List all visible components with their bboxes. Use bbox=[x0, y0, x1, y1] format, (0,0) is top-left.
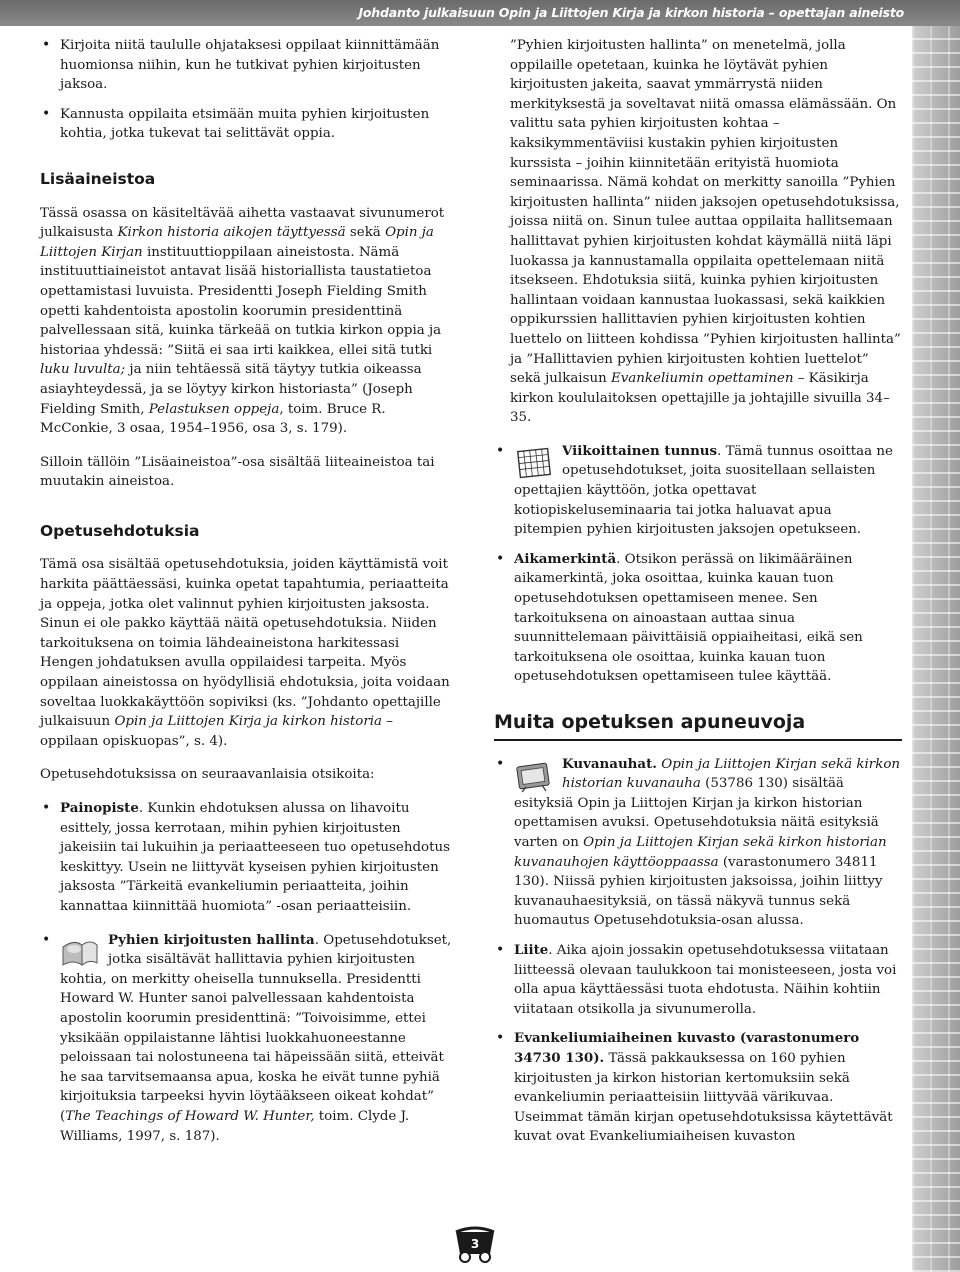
paragraph: Opetusehdotuksissa on seuraavanlaisia otsikoita: bbox=[40, 767, 375, 783]
filmstrip-icon bbox=[514, 757, 554, 793]
scripture-mastery-icon bbox=[60, 933, 100, 969]
list-item-liite: • Liite. Aika ajoin jossakin opetusehdotuksessa viitataan liitteessä olevaan taulukkoon tai monisteeseen, josta voi olla apua käyttäessäsi tuota ehdotusta. Näihin kohtiin viitataan otsikolla ja sivunumerolla. bbox=[494, 941, 902, 1019]
list-item-kuvanauhat: • Kuvanauhat. Opin ja Liittojen Kirjan sekä kirkon historian kuvanauha (53786 130) sisältää esityksiä Opin ja Liittojen Kirjan ja kirkon historian opettamisen avuksi. Opetusehdotuksia näitä esityksiä varten on Opin ja Liittojen Kirjan sekä kirkon historian kuvanauhojen käyttöoppaassa (varastonumero 34811 130). Niissä pyhien kirjoitusten jaksoissa, joihin liittyy kuvanauhaesityksiä, on tässä näkyvä tunnus sekä huomautus Opetusehdotuksia-osan alussa. bbox=[494, 755, 902, 931]
section-heading-lisaaineistoa: Lisäaineistoa bbox=[40, 169, 156, 188]
list-item-evankeliumiaiheinen: • Evankeliumiaiheinen kuvasto (varastonumero 34730 130). Tässä pakkauksessa on 160 pyhien kirjoitusten ja kirkon historian kertomuksiin sekä evankeliumin periaatteisiin liittyvää värikuvaa. Useimmat tämän kirjan opetusehdotuksissa käytettävät kuvat ovat Evankeliumiaiheisen kuvaston bbox=[494, 1029, 902, 1147]
paragraph: ”Pyhien kirjoitusten hallinta” on menetelmä, jolla oppilaille opetetaan, kuinka he löytävät pyhien kirjoitusten jakeita, saavat ymmärrystä niiden merkityksestä ja soveltavat niitä omassa elämässään. On valittu sata pyhien kirjoitusten kohtaa – kaksikymmentäviisi kustakin pyhien kirjoitusten kurssista – joihin kiinnitetään erityistä huomiota seminaarissa. Nämä kohdat on merkitty sanoilla ”Pyhien kirjoitusten hallinta” niiden jaksojen opetusehdotuksissa, joissa niitä on. Sinun tulee auttaa oppilaita hallitsemaan hallittavat pyhien kirjoitusten kohdat käymällä niitä läpi luokassa ja kannustamalla oppilaita opettelemaan niitä itsekseen. Ehdotuksia siitä, kuinka pyhien kirjoitusten hallintaan voidaan kannustaa luokassasi, sekä kaikkien oppikurssien hallittavien pyhien kirjoitusten kohtien luettelo on liitteen kohdissa ”Pyhien kirjoitusten hallinta” ja ”Hallittavien pyhien kirjoitusten kohtien luettelot” sekä julkaisun Evankeliumin opettaminen – Käsikirja kirkon koululaitoksen opettajille ja johtajille sivuilla 34–35. bbox=[510, 38, 901, 426]
marker-list bbox=[494, 442, 902, 687]
intro-bullet-list bbox=[40, 36, 452, 144]
heading-types-list bbox=[40, 799, 452, 1146]
decorative-stone-edge bbox=[912, 26, 960, 1272]
page-number-badge bbox=[452, 1226, 498, 1264]
weekly-calendar-icon bbox=[514, 444, 554, 480]
aids-list bbox=[494, 755, 902, 1147]
running-header: Johdanto julkaisuun Opin ja Liittojen Kirja ja kirkon historia – opettajan aineisto bbox=[0, 0, 960, 26]
section-heading-muita: Muita opetuksen apuneuvoja bbox=[494, 713, 902, 741]
section-heading-opetusehdotuksia: Opetusehdotuksia bbox=[40, 521, 200, 540]
right-column bbox=[494, 36, 902, 1157]
list-item-painopiste: • Painopiste. Kunkin ehdotuksen alussa on lihavoitu esittely, jossa kerrotaan, mihin pyhien kirjoitusten jakeisiin tai lukuihin ja periaatteeseen tuo opetusehdotus keskittyy. Usein ne liittyvät kyseisen pyhien kirjoitusten jaksosta ”Tärkeitä evankeliumin periaatteita, joihin kannattaa kiinnittää huomiota” -osan periaatteisiin. bbox=[40, 799, 452, 917]
list-item-hallinta: • Pyhien kirjoitusten hallinta. Opetusehdotukset, jotka sisältävät hallittavia pyhien kirjoitusten kohtia, on merkitty oheisella tunnuksella. Presidentti Howard W. Hunter sanoi palvellessaan kahdentoista apostolin koorumin presidenttinä: ”Toivoisimme, ettei yksikään oppilaistanne lähtisi luokkahuoneestanne peloissaan tai nolostuneena tai häpeissään siitä, etteivät he saa tarvitsemaansa apua, koska he eivät tunne pyhiä kirjoituksia tarpeeksi hyvin löytääkseen oikeat kohdat” (The Teachings of Howard W. Hunter, toim. Clyde J. Williams, 1997, s. 187). bbox=[40, 931, 452, 1147]
left-column bbox=[40, 36, 452, 1156]
list-item: • Kirjoita niitä taululle ohjataksesi oppilaat kiinnittämään huomionsa niihin, kun he tutkivat pyhien kirjoitusten jaksoa. bbox=[40, 36, 452, 95]
paragraph: Tässä osassa on käsiteltävää aihetta vastaavat sivunumerot julkaisusta Kirkon historia aikojen täyttyessä sekä Opin ja Liittojen Kirjan instituuttioppilaan aineistosta. Nämä instituuttiaineistot antavat lisää historiallista taustatietoa opettamistasi luvuista. Presidentti Joseph Fielding Smith opetti kahdentoista apostolin koorumin presidenttinä palvellessaan sitä, kuinka tärkeää on tutkia kirkon oppia ja historiaa yhdessä: ”Siitä ei saa irti kaikkea, ellei sitä tutki luku luvulta; ja niin tehtäessä sitä täytyy tutkia oikeassa asiayhteydessä, ja se löytyy kirkon historiasta” (Joseph Fielding Smith, Pelastuksen oppeja, toim. Bruce R. McConkie, 3 osaa, 1954–1956, osa 3, s. 179). bbox=[40, 205, 445, 437]
list-item-aikamerkinta: • Aikamerkintä. Otsikon perässä on likimääräinen aikamerkintä, joka osoittaa, kuinka kauan tuon opetusehdotuksen opettamiseen menee. Sen tarkoituksena on ainoastaan auttaa sinua suunnittelemaan päivittäisiä oppiaiheitasi, eikä sen tarkoituksena ole osoittaa, kuinka kauan tuon opetusehdotuksen opettamiseen tulee käyttää. bbox=[494, 550, 902, 687]
page-number: 3 bbox=[470, 1237, 480, 1251]
list-item: • Kannusta oppilaita etsimään muita pyhien kirjoitusten kohtia, jotka tukevat tai selittävät oppia. bbox=[40, 105, 452, 144]
paragraph: Silloin tällöin ”Lisäaineistoa”-osa sisältää liiteaineistoa tai muutakin aineistoa. bbox=[40, 454, 435, 490]
paragraph: Tämä osa sisältää opetusehdotuksia, joiden käyttämistä voit harkita päättäessäsi, kuinka opetat tapahtumia, periaatteita ja oppeja, jotka olet valinnut pyhien kirjoitusten jaksosta. Sinun ei ole pakko käyttää näitä opetusehdotuksia. Niiden tarkoituksena on toimia lähdeaineistona harkitessasi Hengen johdatuksen avulla oppilaidesi tarpeita. Myös oppilaan aineistossa on hyödyllisiä ehdotuksia, joita voidaan soveltaa luokkakäyttöön sopiviksi (ks. ”Johdanto opettajille julkaisuun Opin ja Liittojen Kirja ja kirkon historia – oppilaan opiskuopas”, s. 4). bbox=[40, 557, 450, 749]
list-item-viikoittainen: • Viikoittainen tunnus. Tämä tunnus osoittaa ne opetusehdotukset, joita suositellaan sellaisten opettajien käyttöön, jotka opettavat kotiopiskeluseminaaria tai jotka haluavat apua pitempien pyhien kirjoitusten jaksojen opetukseen. bbox=[494, 442, 902, 540]
